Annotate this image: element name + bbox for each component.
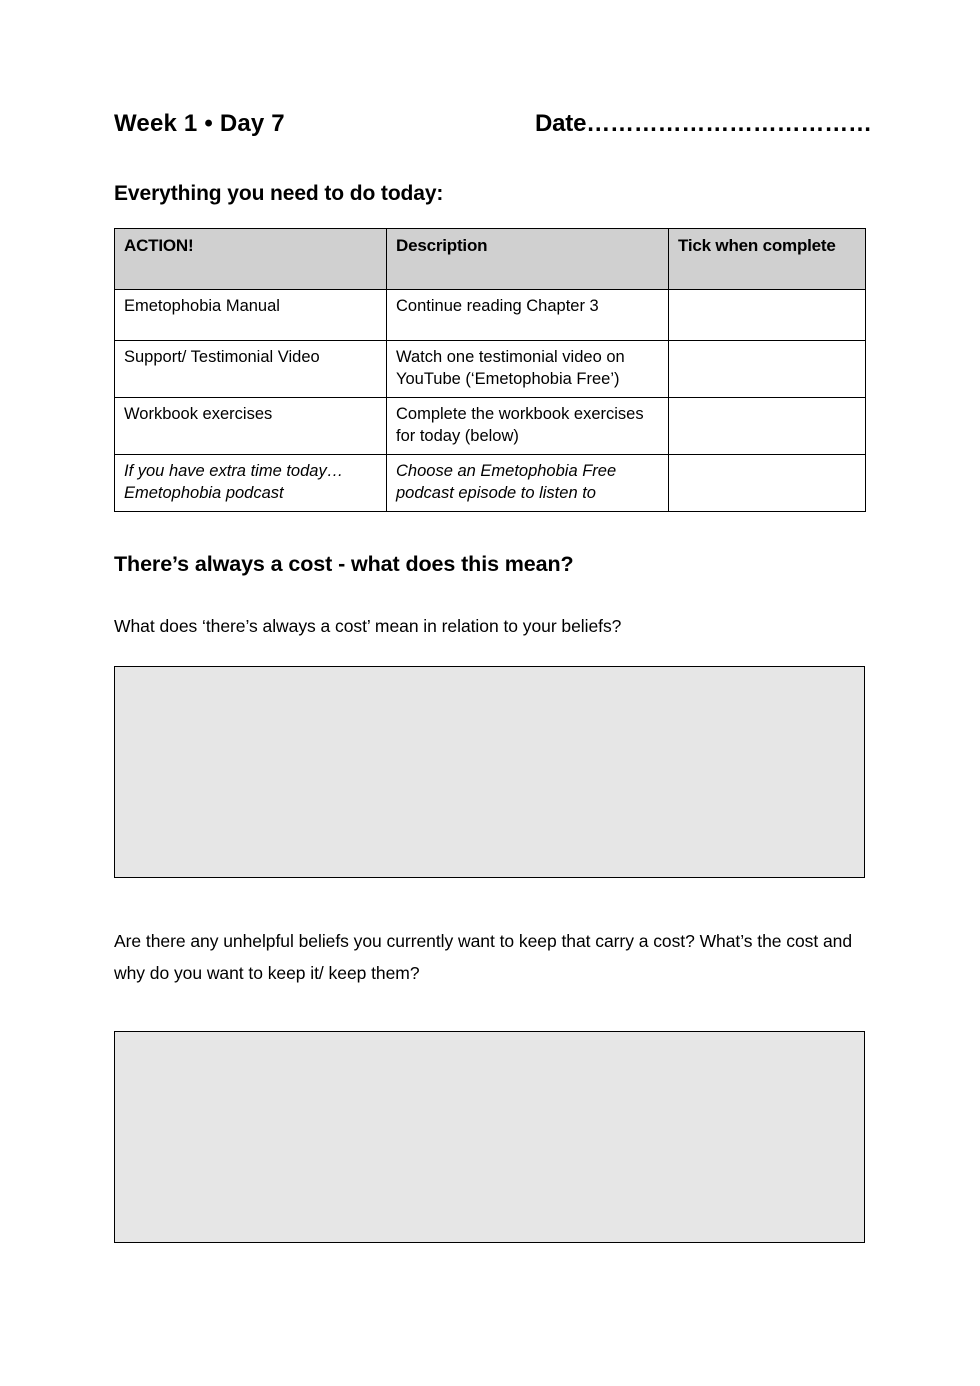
section-heading-cost: There’s always a cost - what does this mean? xyxy=(114,552,574,576)
cell-action: Emetophobia Manual xyxy=(115,290,387,341)
table-header-row xyxy=(115,229,866,290)
question-prompt-2: Are there any unhelpful beliefs you currently want to keep that carry a cost? What’s the cost and why do you want to keep it/ keep them? xyxy=(114,931,853,984)
cell-description: Continue reading Chapter 3 xyxy=(387,290,669,341)
column-header-description: Description xyxy=(387,229,669,290)
action-table xyxy=(114,228,866,512)
cell-description: Choose an Emetophobia Free podcast episode to listen to xyxy=(387,454,669,511)
table-row xyxy=(115,290,866,341)
cell-action: Workbook exercises xyxy=(115,397,387,454)
cell-description: Complete the workbook exercises for today (below) xyxy=(387,397,669,454)
table-row xyxy=(115,454,866,511)
cell-action: If you have extra time today… Emetophobia podcast xyxy=(115,454,387,511)
table-row xyxy=(115,397,866,454)
question-prompt-1: What does ‘there’s always a cost’ mean in relation to your beliefs? xyxy=(114,616,622,636)
cell-tick-checkbox[interactable] xyxy=(669,454,866,511)
column-header-action: ACTION! xyxy=(115,229,387,290)
answer-box-1[interactable] xyxy=(114,666,865,878)
column-header-tick: Tick when complete xyxy=(669,229,866,290)
cell-description: Watch one testimonial video on YouTube (‘Emetophobia Free’) xyxy=(387,341,669,398)
cell-tick-checkbox[interactable] xyxy=(669,290,866,341)
document-header xyxy=(114,110,872,146)
cell-tick-checkbox[interactable] xyxy=(669,397,866,454)
page-title: Week 1 • Day 7 xyxy=(114,110,285,137)
section-heading-today: Everything you need to do today: xyxy=(114,182,444,205)
table-row xyxy=(115,341,866,398)
cell-tick-checkbox[interactable] xyxy=(669,341,866,398)
answer-box-2[interactable] xyxy=(114,1031,865,1243)
date-field[interactable]: Date……………………………… xyxy=(535,110,872,137)
cell-action: Support/ Testimonial Video xyxy=(115,341,387,398)
